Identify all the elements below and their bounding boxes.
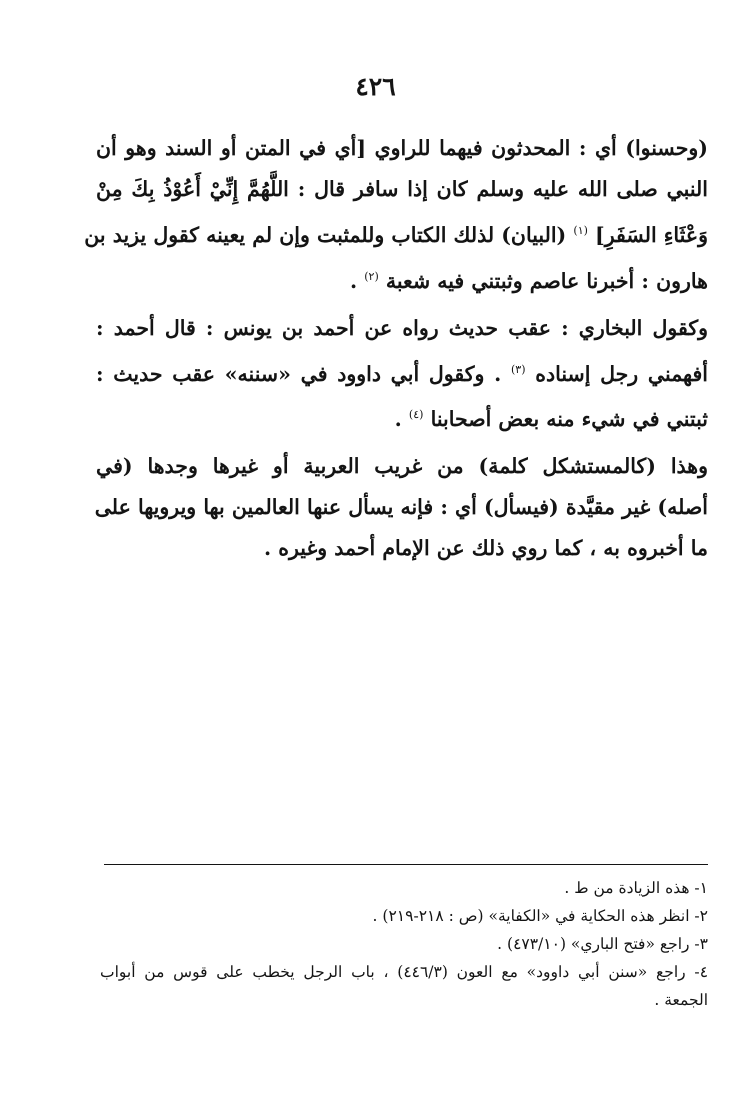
footnote-marker-4: (٤) xyxy=(408,408,424,422)
text-line xyxy=(96,256,708,302)
page-number: ٤٢٦ xyxy=(355,72,396,101)
text-line xyxy=(96,349,708,395)
footnote-4 xyxy=(100,958,708,1014)
main-text xyxy=(84,128,708,569)
footnote-marker-3: (٣) xyxy=(510,362,526,376)
footnote-text: ٤- راجع «سنن أبي داوود» مع العون (٤٤٦/٣) ، باب الرجل يخطب على قوس من أبواب xyxy=(100,963,709,981)
text-line: ما أخبروه به ، كما روي ذلك عن الإمام أحمد وغيره . xyxy=(263,536,708,561)
paragraph-1 xyxy=(84,128,708,302)
text-segment: . وكقول أبي داوود في «سننه» عقب حديث : xyxy=(96,361,502,386)
text-segment: ثبتني في شيء منه بعض أصحابنا xyxy=(430,407,708,432)
footnote-divider xyxy=(104,864,708,865)
footnotes xyxy=(100,874,708,1014)
text-line xyxy=(96,394,708,440)
text-line: أصله) غير مقيَّدة (فيسأل) أي : فإنه يسأل عنها العالمين بها ويرويها على xyxy=(94,495,708,520)
text-segment: (البيان) لذلك الكتاب وللمثبت وإن لم يعينه كقول يزيد بن xyxy=(84,222,567,247)
footnote-text: ١- هذه الزيادة من ط . xyxy=(564,879,708,897)
text-segment: هارون : أخبرنا عاصم وثبتني فيه شعبة xyxy=(385,268,708,293)
text-segment: . xyxy=(394,407,402,432)
text-segment: وَعْثَاءِ السَفَرِ] xyxy=(595,222,708,247)
text-line: وهذا (كالمستشكل كلمة) من غريب العربية أو غيرها وجدها (في xyxy=(96,454,708,479)
footnote-text: ٢- انظر هذه الحكاية في «الكفاية» (ص : ٢١٨-٢١٩) . xyxy=(372,907,708,925)
paragraph-2 xyxy=(96,308,708,441)
paragraph-3 xyxy=(96,446,708,569)
text-line: وكقول البخاري : عقب حديث رواه عن أحمد بن يونس : قال أحمد : xyxy=(96,315,708,340)
footnote-text: الجمعة . xyxy=(654,991,708,1009)
footnote-marker-1: (١) xyxy=(573,224,588,237)
footnote-1 xyxy=(100,874,708,902)
text-line xyxy=(84,210,708,256)
text-line: (وحسنوا) أي : المحدثون فيهما للراوي [أي في المتن أو السند وهو أن xyxy=(96,136,708,160)
text-segment: أفهمني رجل إسناده xyxy=(535,361,708,386)
footnote-3 xyxy=(100,930,708,958)
footnote-marker-2: (٢) xyxy=(364,269,379,283)
footnote-text: ٣- راجع «فتح الباري» (٤٧٣/١٠) . xyxy=(497,935,708,953)
footnote-2 xyxy=(100,902,708,930)
text-line: النبي صلى الله عليه وسلم كان إذا سافر قال : اللَّهُمَّ إِنِّيْ أَعُوْذُ بِكَ مِنْ xyxy=(96,177,708,201)
text-segment: . xyxy=(349,268,358,293)
